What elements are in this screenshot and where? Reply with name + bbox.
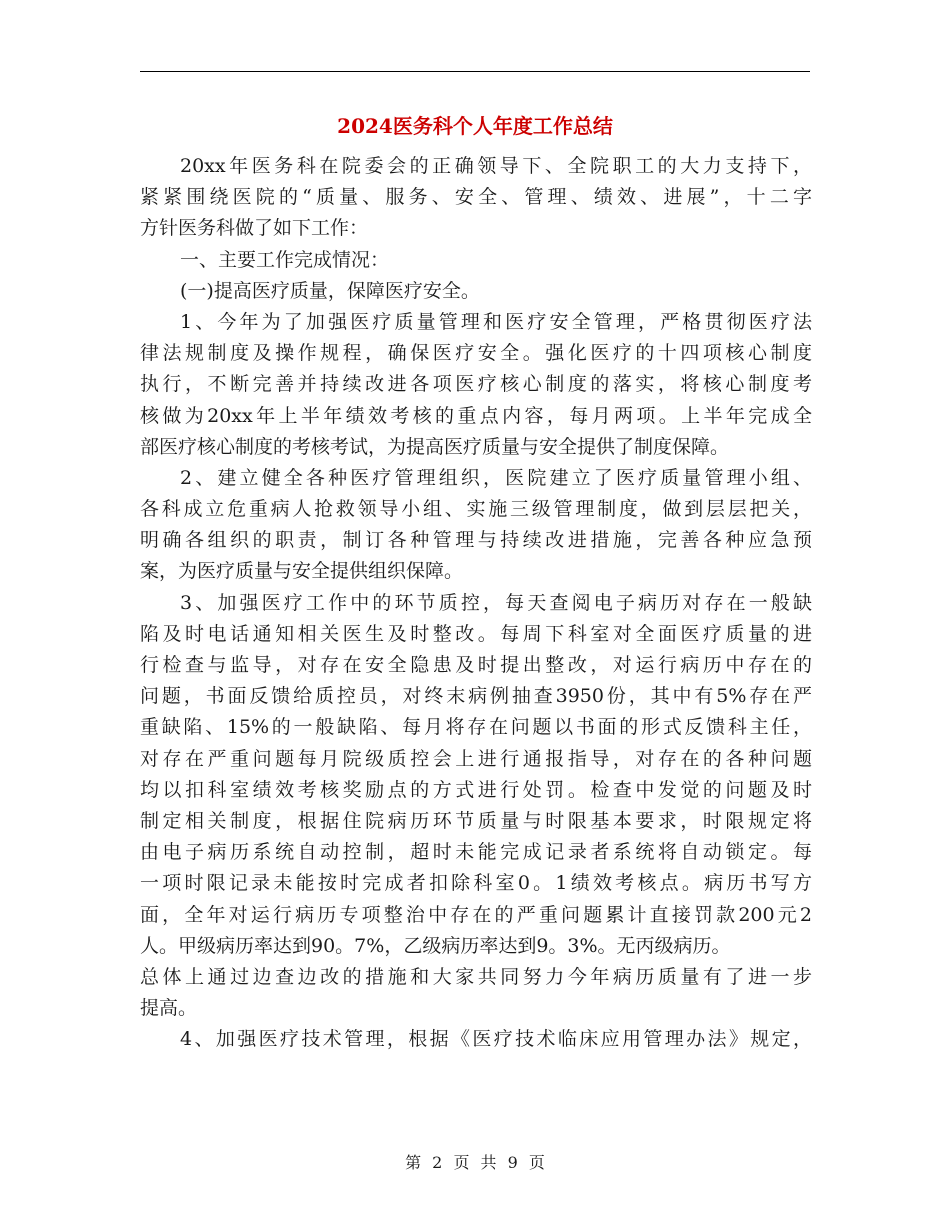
- text-line: 明确各组织的职责，制订各种管理与持续改进措施，完善各种应急预: [140, 529, 812, 552]
- page-footer: 第 2 页 共 9 页: [405, 1153, 545, 1172]
- text-line: 1、今年为了加强医疗质量管理和医疗安全管理，严格贯彻医疗法: [180, 310, 812, 333]
- text-line: (一)提高医疗质量，保障医疗安全。: [180, 279, 480, 302]
- text-line: 人。甲级病历率达到90。7%，乙级病历率达到9。3%。无丙级病历。: [140, 934, 731, 957]
- text-line: 提高。: [140, 997, 198, 1020]
- document-body: [140, 151, 812, 1055]
- document-title: 2024医务科个人年度工作总结: [337, 114, 613, 138]
- text-line: 重缺陷、15%的一般缺陷、每月将存在问题以书面的形式反馈科主任，: [140, 716, 812, 739]
- text-line: 一、主要工作完成情况：: [180, 248, 390, 271]
- text-line: 一项时限记录未能按时完成者扣除科室0。1绩效考核点。病历书写方: [140, 872, 812, 895]
- text-line: 2、建立健全各种医疗管理组织，医院建立了医疗质量管理小组、: [180, 466, 812, 489]
- text-line: 20xx年医务科在院委会的正确领导下、全院职工的大力支持下，: [180, 155, 812, 177]
- text-line: 各科成立危重病人抢救领导小组、实施三级管理制度，做到层层把关，: [140, 498, 812, 521]
- text-line: 核做为20xx年上半年绩效考核的重点内容，每月两项。上半年完成全: [140, 404, 812, 427]
- text-line: 紧紧围绕医院的“质量、服务、安全、管理、绩效、进展”，十二字: [140, 186, 812, 209]
- text-line: 总体上通过边查边改的措施和大家共同努力今年病历质量有了进一步: [140, 965, 812, 988]
- text-line: 陷及时电话通知相关医生及时整改。每周下科室对全面医疗质量的进: [140, 622, 812, 645]
- text-line: 制定相关制度，根据住院病历环节质量与时限基本要求，时限规定将: [140, 809, 812, 832]
- text-line: 部医疗核心制度的考核考试，为提高医疗质量与安全提供了制度保障。: [140, 435, 730, 458]
- text-line: 问题，书面反馈给质控员，对终末病例抽查3950份，其中有5%存在严: [140, 685, 812, 708]
- text-line: 行检查与监导，对存在安全隐患及时提出整改，对运行病历中存在的: [140, 654, 812, 676]
- text-line: 对存在严重问题每月院级质控会上进行通报指导，对存在的各种问题: [140, 747, 812, 770]
- text-line: 由电子病历系统自动控制，超时未能完成记录者系统将自动锁定。每: [140, 841, 812, 864]
- text-line: 4、加强医疗技术管理，根据《医疗技术临床应用管理办法》规定，: [180, 1028, 812, 1051]
- text-line: 执行，不断完善并持续改进各项医疗核心制度的落实，将核心制度考: [140, 373, 812, 396]
- header-rule: [140, 71, 810, 72]
- text-line: 3、加强医疗工作中的环节质控，每天查阅电子病历对存在一般缺: [180, 591, 812, 614]
- text-line: 均以扣科室绩效考核奖励点的方式进行处罚。检查中发觉的问题及时: [140, 778, 812, 801]
- text-line: 方针医务科做了如下工作：: [140, 217, 369, 240]
- text-line: 案，为医疗质量与安全提供组织保障。: [140, 560, 464, 583]
- text-line: 律法规制度及操作规程，确保医疗安全。强化医疗的十四项核心制度: [140, 342, 812, 365]
- text-line: 面，全年对运行病历专项整治中存在的严重问题累计直接罚款200元2: [140, 903, 812, 926]
